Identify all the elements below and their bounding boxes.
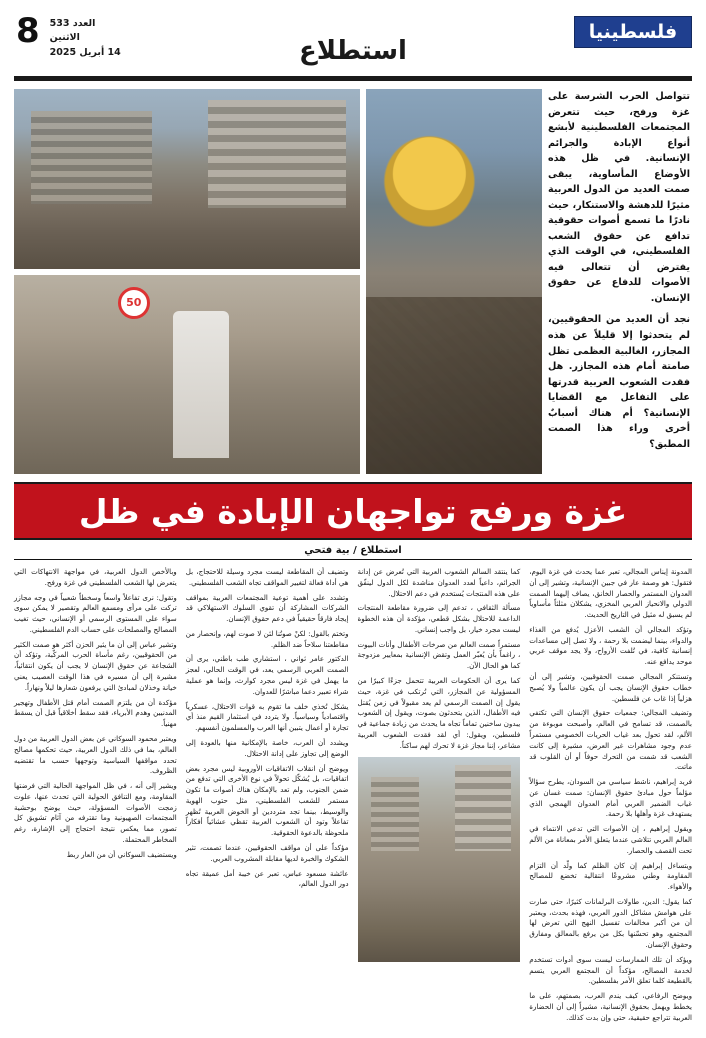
page-number: 8	[16, 11, 40, 51]
masthead	[14, 11, 692, 79]
issue-weekday: الاثنين	[49, 32, 80, 44]
c1-p5: ويعتبر محمود السوكاني عن بعض الدول العربية من دول العالم، بما في ذلك الدول العربية، حيث تحكمها مصالح تحدد مواقفها السياسية وتوجهها حسب ما تقتضيه الظروف.	[14, 733, 177, 776]
c1-p7: ويستضيف السوكاني أن من العار ربط	[66, 849, 177, 859]
c3-p2: مسألة الثقافي ، تدعم إلى ضرورة مقاطعة المنتجات الداعمة للاحتلال بشكل قطعي، مؤكدة أن هذه الخطوة ليست مجرد خيار، بل واجب إنساني.	[357, 603, 521, 634]
issue-meta	[50, 14, 121, 60]
c4-p2: وتؤكد المجالي أن الشعب الأعزل يُدفع من الغذاء والدواء، بينما ليضمت بلا رحمة ، ولا تصل إلى مساعدات إنسانية كافية، في تُلفت الأرواح، ولا يجد موقف عربي موحد يدافع عنه.	[529, 624, 692, 667]
c2-p2: وتشدد على أهمية توعية المجتمعات العربية بمواقف الشركات المشاركة أن تقوي السلوك الاستهلاكي قد إيجاد فارقاً حقيقياً في دعم حقوق الإنسان.	[185, 592, 349, 624]
c2-p9: عائشة مسعود عباس، تعبر عن خيبة أمل عميقة تجاه دور الدول العالم،	[185, 868, 349, 889]
destroyed-buildings-photo	[14, 89, 360, 269]
intro-column	[548, 89, 692, 474]
dome-of-the-rock-photo	[366, 89, 542, 474]
c4-p4: وتضيف المجالي: جمعيات حقوق الإنسان التي تكتفي بالصمت، قد تسامح في العالم، وأصبحت موبوءة من الألم، لقد تحول بعد غياب الحريات الخصومي مستمراً عدم وجود مشاهرات غير العرض، مشيرة إلى كانت الشعب قد شمت من التحرك حوفاً أو أن القلوب قد ماتت.	[529, 708, 692, 772]
c4-p1: المدونة إيناس المجالي، تعبر عما يحدث في غزة اليوم، فتقول: هو وصمة عار في جبين الإنسانية، وتشير إلى أن العدوان المستمر والحصار الخانق، يصاف إليهما الصمت الدولي والانحياز العربي المخزي، يشكلان مثلثاً مأساوياً لم يسبق له مثيل في التاريخ الحديث.	[529, 567, 692, 620]
c3-p3: مستمراً صمت العالم من صرخات الأطفال وأنات البيوت ، راغماً بأن يُعبّر العمل وتقض الإنسانية بمعايير مزدوجة كما هو الحال الآن.	[357, 639, 521, 671]
top-section	[14, 89, 692, 474]
c3-p1: كما ينتقد السالم الشعوب العربية التي تُعرض عن إدانة الجرائم، داعياً لعدد العدوان مناشدة لكل الدول لينفّق على هذه المنتجات يُستخدم في دعم الاحتلال.	[357, 567, 521, 598]
issue-number: العدد 533	[49, 18, 96, 29]
gaza-rubble-wide-photo	[358, 757, 521, 962]
c4-p3: وتستنكر المجالي صمت الحقوقيين، وتشير إلى أن خطاب حقوق الإنسان يجب أن يكون عالمياً ولا يُصبح هزلياً إذا غاب عن فلسطين.	[529, 672, 692, 703]
c2-p4: الدكتور عامر ثواني ، استشاري طب باطني، يرى أن الصمت العربي الرسمي يعد، في الوقت الحالي، لعجز ما يهمل في غزة ليس مجرد كوارث، وإنما هو عملية شراء تعبير دعما مباشرًا للعدوان.	[185, 654, 349, 696]
c2-p3: وتختم بالقول: لكنْ صوتُنا لئن لا صوت لهم، وإنحصار من مقاطعتنا سلاحاً ضد الظلم.	[185, 628, 349, 649]
c4-p10: ويوضح الرفاعي، كيف يندم العرب، بصمتهم، على ما يخطط ويهمل بحقوق الإنسانية، مشيراً إلى أن الحضارة العربية تتراجع حقيقية، حتى وإن بدت كذلك.	[529, 991, 692, 1022]
intro-paragraph-2: نجد أن العديد من الحقوقيين، لم يتحدثوا إلا قليلاً عن هذه المجازر، الغالبية العظمى تظل صامتة أمام هذه المجازر. هل فقدت الشعوب العربية قدرتها على التفاعل مع القضايا الإنسانية؟ أم هناك أسبابٌ أخرى وراء هذا الصمت المطبق؟	[548, 314, 690, 450]
column-4	[529, 567, 692, 1037]
c4-p7: ويتساءل إبراهيم إن كان الظلم كما ولّد أن التزام المقاومة وطني مشروعًا انتقالية تخضع للمصالح والأهواء.	[529, 860, 692, 892]
page-section-title: استطلاع	[299, 36, 407, 66]
photo-marker-badge: 50	[118, 287, 150, 319]
issue-date: 14 أبريل 2025	[49, 46, 121, 58]
publication-logo-text: فلسطينيا	[588, 21, 678, 43]
publication-logo	[574, 16, 692, 48]
c2-p5: يشكل تُخذي خلف ما تقوم به قوات الاحتلال، عسكرياً واقتصادياً وسياسياً. ولا يتردد في استثمار القيم منذ أي تجارة أو أعمال يتبين أنها العرب والمسلمون أنفسهم.	[185, 701, 349, 733]
c2-p6: ويشدد أن العرب، خاصة بالإمكانية منها بالعودة إلى الوضع إلى تجاوز على إدانة الاحتلال.	[185, 737, 349, 758]
c1-p1: وبالأخص الدول العربية، في مواجهة الانتهاكات التي يتعرض لها الشعب الفلسطيني في غزة ورفح.	[14, 567, 177, 587]
main-headline: غزة ورفح تواجهان الإبادة في ظل	[78, 491, 628, 531]
c4-p6: ويقول إبراهيم ، إن الأصوات التي تدعي الانتماء في العالم العربي تتلاشى عندما يتعلق الأمر بمعاناة من الألم تحت القصف والحصار.	[529, 824, 692, 855]
c1-p4: مؤكدة أن من يلتزم الصمت أمام قتل الأطفال وتهجير المدنيين وهدم الأبرياء، فقد سقط أخلاقياً قبل أن يسقط مهنياً.	[14, 697, 177, 729]
photo-column-right	[14, 89, 360, 474]
c3-p4: كما يرى أن الحكومات العربية تتحمل جزءًا كبيرًا من المسؤولية عن المجازر، التي تُرتكب في غزة، حيث يقول إن الصمت الرسمي لم يعد مقبولاً في زمن يُقتل فيه الأطفال، الذين يتحدثون بصوت، ويقول إن الشعوب يبدون ساخنين تماماً تجاه ما يحدث من زيادة جماعية في فلسطين، ويقول: أي لقد فقدت الشعوب العربية مشاعر، إننا مجاز غزة لا تحرك لهم ساكناً.	[357, 676, 521, 750]
main-headline-banner	[14, 482, 692, 540]
c1-p6: ويشير إلى أنه ، في ظل المواجهة الحالية التي فرضتها المقاومة، ومع التنافق الحولية التي تحدث عنها، علوت زمجت الأصوات المسؤولة، حيث يوضح بوحشية المجتمعات الصهيونية وما تقترفه من آثام تشويق كل تصور، مما يعكس نتيجة احتجاج إلى الإشارة، رغم المخاطر المحتملة.	[14, 781, 177, 844]
masthead-divider	[14, 79, 692, 81]
photo-grid	[14, 89, 542, 474]
c1-p3: وتشير عباس إلى أن ما يثير الحزن أكثر هو صمت الكثير من الحقوقيين، رغم مأساة الحرب المركّبة، وتؤكد أن الشجاعة عن حقوق الإنسان لا يجب أن يكون انتقائياً، مشيرة إلى أن مسيره في هذا الوقت العصيب يعني خيانة وخذلان لمبادئ التي يرفعون شعارها ليلاً ونهاراً.	[14, 639, 177, 692]
c4-p5: فريد إبراهيم، ناشط سياسي من السودان، يطرح سؤالاً مؤلماً حول مبادئ حقوق الإنسان: صمت غسان عن غياب الضمير العربي أمام العدوان الهمجي الذي يستهدف غزة وأهلها بلا رحمة.	[529, 777, 692, 819]
issue-block	[14, 11, 121, 60]
c2-p8: مؤكداً على أن مواقف الحقوقيين، عندما تصمت، تثير الشكوك والخبرة لديها مقابلة المشروب العربي.	[185, 842, 349, 863]
c1-p2: وتقول: نرى تفاعلاً واسعاً وسخطاً شعبياً في وجه مجازر تركت على مرأى ومسمع العالم وتقصير لا يمكن سوى سواء على المستوى الرسمي أو الإنساني، حيث تغيب المصالح والمصلحات على حساب الدم الفلسطيني.	[14, 592, 177, 634]
c4-p9: ويؤكد أن تلك الممارسات ليست سوى أدوات تستخدم لخدمة المصالح، مؤكداً أن المجتمع العربي يتسم بالقطيعة كلما تعلق الأمر بفلسطين.	[529, 954, 692, 986]
byline: استطلاع / بية فتحي	[14, 545, 692, 560]
column-2	[186, 567, 349, 1037]
article-body	[14, 567, 692, 1037]
rescue-worker-photo	[14, 275, 360, 474]
c2-p1: وتضيف أن المقاطعة ليست مجرد وسيلة للاحتجاج، بل هي أداة فعالة لتغيير المواقف تجاه الشعب الفلسطيني.	[185, 567, 349, 587]
intro-paragraph-1: تتواصل الحرب الشرسة على غزة ورفح، حيث تتعرض المجتمعات الفلسطينية لأبشع أنواع الإبادة والجرائم الإنسانية. في ظل هذه الأوضاع المأساوية، يبقى صمت العديد من الدول العربية مثيرًا للدهشة والاستنكار، حيث نادرًا ما تسمع أصوات حقوقية تدافع عن حقوق الشعب الفلسطيني، في الوقت الذي يفترض أن تتعالى فيه الأصوات للدفاع عن حقوق الإنسان.	[548, 91, 690, 304]
column-1	[14, 567, 177, 1037]
photo-column-left	[366, 89, 542, 474]
column-3	[358, 567, 521, 1037]
c2-p7: ويوضح أن انقلاب الاتفاقيات الأوروبية ليس مجرد بعض اتفاقيات، بل يُشكّل تحولاً في نوع الأخرى التي تدفع من ضمن الجنوب، ولم تعد بالإمكان هناك أصوات ما تكون مستمر للشعب الفلسطيني، مثل حتوب الهوية والوسيط، بينما تجد مترددين أو الخوض العربية تُظهر تفاعلاً وتود أن الشعوب العربية تقظي عشائياً أفكاراً ملحوظة بالدعوة الحقوقية.	[185, 763, 349, 838]
newspaper-page	[0, 11, 706, 1038]
c4-p8: كما يقول: الدين، طاولات البرلمانات كثيرًا، حتى صارت على هوامش مشاكل الدور العربي، فهذه بحدث، ويعتبر أن من أكبر مخالفات تفسيل النهج التي تعرض لها المجتمع، وهو تحسّنها بكل من يرفع بالمعالق ومفارق وحقوق الإنسان.	[529, 896, 692, 949]
